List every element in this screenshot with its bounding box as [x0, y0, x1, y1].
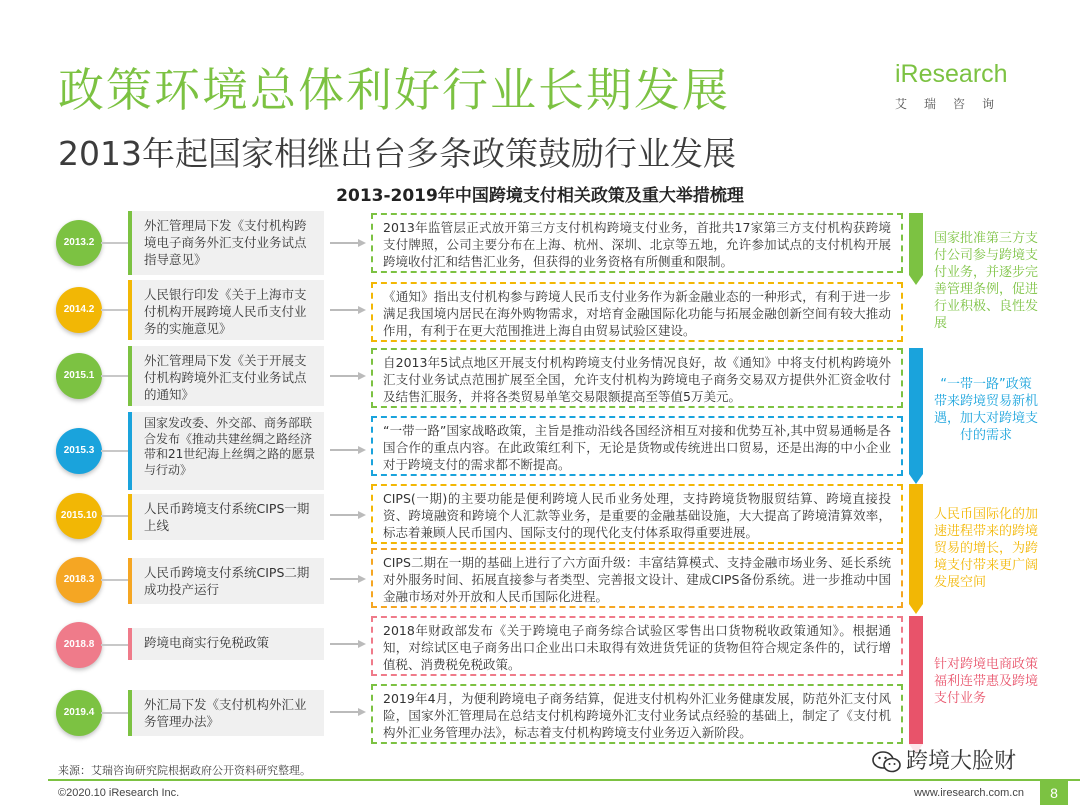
website-link[interactable]: www.iresearch.com.cn	[913, 787, 1024, 799]
side-bar-red	[909, 616, 923, 744]
source-note: 来源：艾瑞咨询研究院根据政府公开资料研究整理。	[58, 764, 311, 777]
watermark	[868, 744, 1020, 775]
page-number: 8	[1040, 781, 1068, 805]
connector-line	[101, 644, 129, 646]
connector-line	[101, 579, 129, 581]
arrow-icon	[330, 306, 366, 314]
side-note: 国家批准第三方支付公司参与跨境支付业务，并逐步完善管理条例，促进行业积极、良性发展	[934, 231, 1039, 331]
side-note: 针对跨境电商政策福利连带惠及跨境支付业务	[934, 657, 1039, 706]
wechat-icon	[872, 751, 902, 773]
side-bar-green	[909, 213, 923, 275]
policy-box: 人民银行印发《关于上海市支付机构开展跨境人民币支付业务的实施意见》	[128, 280, 324, 340]
arrow-icon	[330, 446, 366, 454]
connector-line	[101, 450, 129, 452]
description-box: CIPS(一期)的主要功能是便利跨境人民币业务处理，支持跨境货物服贸结算、跨境直接投资、跨境融资和跨境个人汇款等业务，是重要的金融基础设施，大大提高了跨境清算效率，标志着兼顾人民币国内、国际支付的现代化支付体系取得重要进展。	[371, 484, 903, 544]
description-box: 《通知》指出支付机构参与跨境人民币支付业务作为新金融业态的一种形式，有利于进一步满足我国境内居民在海外购物需求，对培育金融国际化功能与拓展金融创新空间有较大推动作用，有利于在更大范围推进上海自由贸易试验区建设。	[371, 282, 903, 342]
description-box: 2018年财政部发布《关于跨境电子商务综合试验区零售出口货物税收政策通知》。根据通知，对综试区电子商务出口企业出口未取得有效进货凭证的货物但符合规定条件的，试行增值税、消费税免税政策。	[371, 616, 903, 676]
page-title: 政策环境总体利好行业长期发展	[58, 63, 730, 117]
date-badge: 2015.1	[56, 353, 102, 399]
watermark-text: 跨境大脸财	[906, 749, 1017, 774]
policy-box: 外汇管理局下发《关于开展支付机构跨境外汇支付业务试点的通知》	[128, 346, 324, 406]
description-box: 2013年监管层正式放开第三方支付机构跨境支付业务，首批共17家第三方支付机构获跨境支付牌照，公司主要分布在上海、杭州、深圳、北京等五地，允许参加试点的支付机构开展跨境收付汇和结售汇业务，但获得的业务资格有所侧重和限制。	[371, 213, 903, 273]
description-box: “一带一路”国家战略政策，主旨是推动沿线各国经济相互对接和优势互补,其中贸易通畅是各国合作的重点内容。在此政策红利下，无论是货物或传统进出口贸易，还是出海的中小企业对于跨境支付的需求都不断提高。	[371, 416, 903, 476]
date-badge: 2014.2	[56, 287, 102, 333]
side-note: 人民币国际化的加速进程带来的跨境贸易的增长，为跨境支付带来更广阔发展空间	[934, 507, 1039, 590]
policy-box: 外汇局下发《支付机构外汇业务管理办法》	[128, 690, 324, 736]
description-box: 2019年4月，为便利跨境电子商务结算，促进支付机构外汇业务健康发展，防范外汇支付风险，国家外汇管理局在总结支付机构跨境外汇支付业务试点经验的基础上，制定了《支付机构外汇业务管理办法》，标志着支付机构跨境支付业务迈入新阶段。	[371, 684, 903, 744]
arrow-icon	[330, 239, 366, 247]
policy-box: 国家发改委、外交部、商务部联合发布《推动共建丝绸之路经济带和21世纪海上丝绸之路的愿景与行动》	[128, 412, 324, 490]
copyright: ©2020.10 iResearch Inc.	[58, 787, 180, 799]
date-badge: 2015.3	[56, 428, 102, 474]
page-subtitle: 2013年起国家相继出台多条政策鼓励行业发展	[58, 134, 736, 173]
arrow-icon	[330, 575, 366, 583]
date-badge: 2019.4	[56, 690, 102, 736]
date-badge: 2018.8	[56, 622, 102, 668]
arrow-icon	[330, 511, 366, 519]
arrow-icon	[330, 708, 366, 716]
policy-box: 人民币跨境支付系统CIPS二期成功投产运行	[128, 558, 324, 604]
date-badge: 2015.10	[56, 493, 102, 539]
policy-box: 跨境电商实行免税政策	[128, 628, 324, 660]
chart-title: 2013-2019年中国跨境支付相关政策及重大举措梳理	[336, 186, 744, 206]
description-box: CIPS二期在一期的基础上进行了六方面升级：丰富结算模式、支持金融市场业务、延长系统对外服务时间、拓展直接参与者类型、完善报文设计、建成CIPS备份系统。进一步推动中国金融市场对外开放和人民币国际化进程。	[371, 548, 903, 608]
arrow-icon	[330, 372, 366, 380]
policy-box: 外汇管理局下发《支付机构跨境电子商务外汇支付业务试点指导意见》	[128, 211, 324, 275]
logo-text: iResearch	[895, 60, 1008, 88]
connector-line	[101, 515, 129, 517]
iresearch-logo	[895, 60, 1025, 112]
connector-line	[101, 242, 129, 244]
policy-box: 人民币跨境支付系统CIPS一期上线	[128, 494, 324, 540]
arrow-icon	[330, 640, 366, 648]
connector-line	[101, 712, 129, 714]
description-box: 自2013年5试点地区开展支付机构跨境支付业务情况良好，故《通知》中将支付机构跨境外汇支付业务试点范围扩展至全国，允许支付机构为跨境电子商务交易双方提供外汇资金收付及结售汇服务，并将各类贸易单笔交易限额提高至等值5万美元。	[371, 348, 903, 408]
side-note: “一带一路”政策带来跨境贸易新机遇，加大对跨境支付的需求	[934, 377, 1039, 443]
side-bar-yellow	[909, 484, 923, 604]
date-badge: 2018.3	[56, 557, 102, 603]
date-badge: 2013.2	[56, 220, 102, 266]
connector-line	[101, 309, 129, 311]
logo-subtext: 艾瑞咨询	[895, 97, 1012, 111]
connector-line	[101, 375, 129, 377]
footer-divider	[48, 779, 1080, 781]
side-bar-blue	[909, 348, 923, 474]
